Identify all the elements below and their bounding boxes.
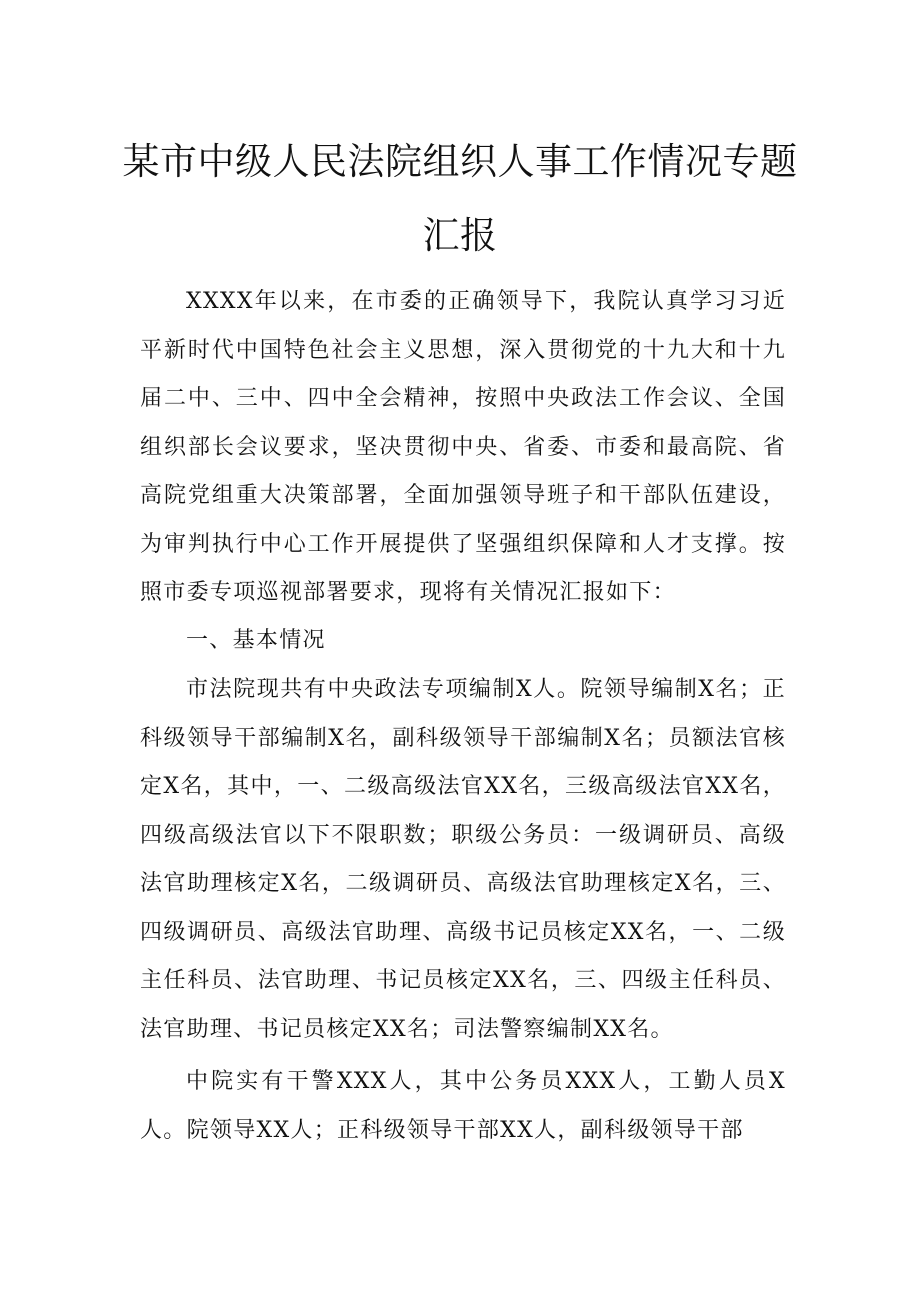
document-title-line-1: 某市中级人民法院组织人事工作情况专题 <box>122 140 798 183</box>
document-title-line-2: 汇报 <box>422 214 498 257</box>
paragraph-actual-staff: 中院实有干警XXX人，其中公务员XXX人，工勤人员X人。院领导XX人；正科级领导干部XX人，副科级领导干部 <box>140 1069 786 1143</box>
paragraph-intro: XXXX年以来，在市委的正确领导下，我院认真学习习近平新时代中国特色社会主义思想，深入贯彻党的十九大和十九届二中、三中、四中全会精神，按照中央政法工作会议、全国组织部长会议要求，坚决贯彻中央、省委、市委和最高院、省高院党组重大决策部署，全面加强领导班子和干部队伍建设，为审判执行中心工作开展提供了坚强组织保障和人才支撑。按照市委专项巡视部署要求，现将有关情况汇报如下： <box>140 289 786 605</box>
paragraph-staffing-quota: 市法院现共有中央政法专项编制X人。院领导编制X名；正科级领导干部编制X名，副科级领导干部编制X名；员额法官核定X名，其中，一、二级高级法官XX名，三级高级法官XX名，四级高级法官以下不限职数；职级公务员：一级调研员、高级法官助理核定X名，二级调研员、高级法官助理核定X名，三、四级调研员、高级法官助理、高级书记员核定XX名，一、二级主任科员、法官助理、书记员核定XX名，三、四级主任科员、法官助理、书记员核定XX名；司法警察编制XX名。 <box>140 677 786 1042</box>
section-heading-basic-situation: 一、基本情况 <box>186 628 326 653</box>
